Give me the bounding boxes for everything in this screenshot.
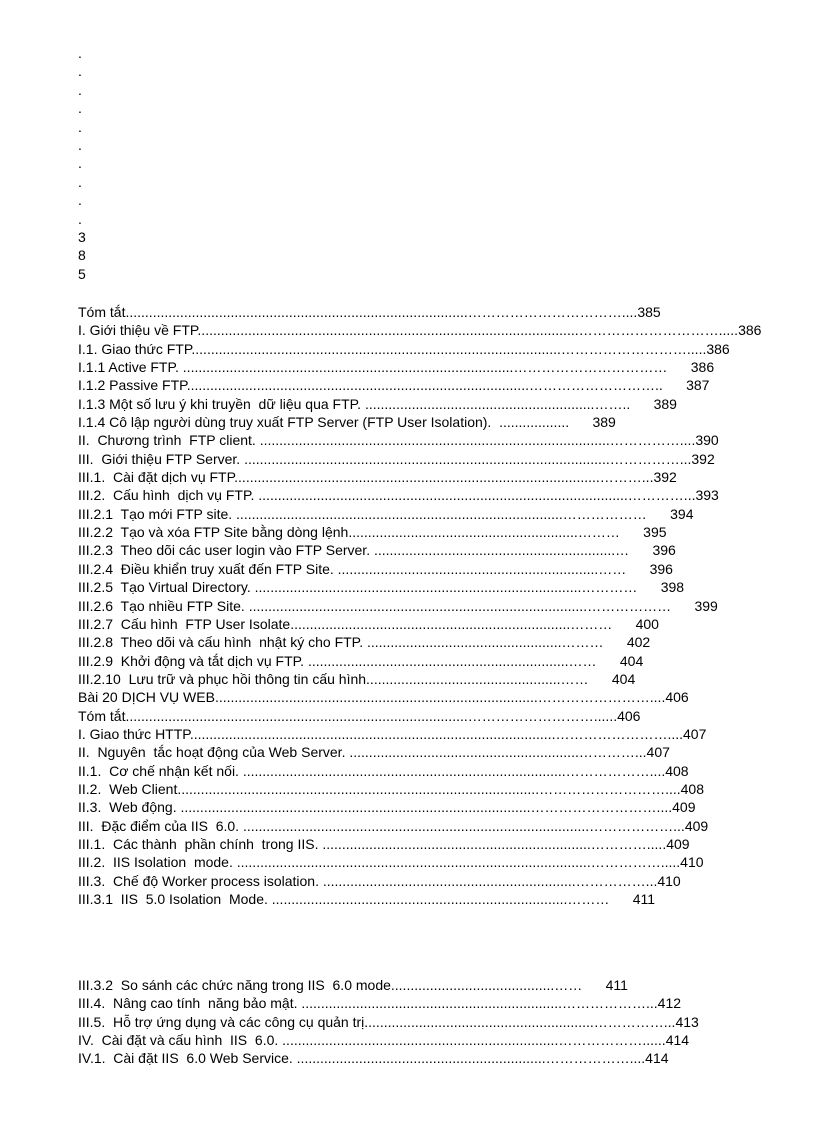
toc-entry-title: II.3. Web động.	[78, 799, 181, 816]
toc-entry	[78, 725, 768, 743]
margin-mark: 3	[78, 228, 86, 245]
toc-entry-leader: ........................................................................................………………………..	[186, 377, 687, 394]
toc-entry-title: III.3.1 IIS 5.0 Isolation Mode.	[78, 891, 272, 907]
toc-entry-title: III.2.1 Tạo mới FTP site.	[78, 505, 237, 522]
toc-entry-title: III.5. Hỗ trợ ứng dụng và các công cụ quản trị	[78, 1013, 365, 1030]
toc-entry-title: III.1. Các thành phần chính trong IIS.	[78, 835, 323, 852]
toc-entry-title: III.2.7 Cấu hình FTP User Isolate	[78, 615, 291, 632]
toc-entry-page: 392	[691, 450, 715, 467]
toc-entry-leader: ...................................................................................………………....	[242, 762, 666, 779]
toc-entry-page: 411	[632, 891, 656, 907]
toc-entry	[78, 817, 768, 835]
toc-entry	[78, 688, 768, 706]
toc-entry-page: 386	[706, 340, 730, 357]
toc-entry-page: 385	[637, 304, 661, 320]
toc-entry	[78, 1031, 768, 1049]
toc-entry-leader: ...............................................................................................…………...	[258, 487, 696, 504]
toc-entry	[78, 976, 768, 994]
toc-entry-leader: .............................................................................................………………………....	[177, 780, 681, 797]
toc-entry-page: 395	[643, 524, 667, 541]
margin-mark: .	[78, 210, 82, 227]
toc-entry-leader: ...................................................................……	[337, 560, 650, 577]
toc-entry	[78, 450, 768, 468]
toc-entry-leader: ..............................................................................................……………………....	[189, 725, 684, 742]
toc-entry-page: 396	[652, 542, 676, 559]
toc-entry	[78, 670, 768, 688]
toc-entry-page: 399	[694, 597, 718, 614]
toc-entry-page: 386	[738, 322, 762, 339]
toc-entry-page: 414	[645, 1050, 669, 1067]
toc-entry	[78, 1013, 768, 1031]
toc-entry	[78, 376, 768, 394]
toc-entry-title: III.2.6 Tạo nhiều FTP Site.	[78, 597, 249, 614]
toc-entry-leader: ...........................................................................................…………….....	[236, 854, 681, 871]
toc-entry-leader: ....................................................................................…………	[254, 579, 661, 596]
toc-entry-page: 407	[646, 744, 670, 761]
toc-entry	[78, 633, 768, 651]
toc-entry-page: 393	[695, 487, 719, 504]
margin-mark: .	[78, 136, 82, 153]
toc-entry-title: III.2.8 Theo dõi và cấu hình nhật ký cho FTP.	[78, 634, 367, 651]
toc-entry-page: 386	[690, 359, 715, 376]
toc-entry-title: III.2.9 Khởi động và tắt dịch vụ FTP.	[78, 652, 308, 669]
toc-entry-leader: ..................................................……	[366, 670, 612, 687]
toc-entry-page: 407	[683, 725, 707, 742]
toc-entry-page: 390	[695, 432, 719, 449]
toc-entry-leader: .....................................................................................……………………………	[182, 359, 691, 376]
toc-entry-leader: ............................................................................………	[271, 891, 633, 907]
toc-entry	[78, 340, 768, 358]
toc-entry-title: Tóm tắt	[78, 707, 126, 724]
table-of-contents-continued	[78, 976, 768, 1068]
toc-entry-page: 409	[684, 817, 709, 834]
margin-mark: 5	[78, 265, 86, 282]
toc-entry-leader: ...........................................................………	[348, 524, 644, 541]
toc-entry-page: 408	[665, 762, 689, 779]
toc-entry-page: 406	[617, 707, 641, 724]
toc-entry-leader: ..............................................................…	[373, 542, 653, 559]
toc-entry	[78, 762, 768, 780]
toc-entry-title: III.1. Cài đặt dịch vụ FTP	[78, 469, 235, 486]
toc-entry-leader: ..............................................................................................………...	[234, 469, 654, 486]
toc-entry	[78, 615, 768, 633]
toc-entry-title: II.2. Web Client	[78, 780, 178, 797]
toc-entry-page: 392	[653, 469, 677, 486]
toc-entry-title: III.2.3 Theo dõi các user login vào FTP Server.	[78, 542, 374, 559]
margin-mark: .	[78, 45, 82, 61]
toc-entry-title: I.1.2 Passive FTP	[78, 377, 187, 394]
toc-entry-page: 400	[635, 615, 659, 632]
toc-entry	[78, 358, 768, 376]
toc-entry-leader: ...........................................................…………...	[349, 744, 647, 761]
toc-entry-title: IV. Cài đặt và cấu hình IIS 6.0.	[78, 1032, 283, 1049]
toc-entry-title: I.1.3 Một số lưu ý khi truyền dữ liệu qua FTP.	[78, 395, 365, 412]
toc-entry	[78, 468, 768, 486]
toc-entry-leader: .....................................................................………….....	[322, 835, 667, 852]
toc-entry	[78, 541, 768, 559]
toc-entry-page: 398	[660, 579, 685, 596]
toc-entry-title: II. Nguyên tắc hoạt động của Web Server.	[78, 744, 350, 761]
toc-entry-leader: ...................................................................................……………………....	[214, 689, 666, 706]
toc-entry-title: I. Giới thiệu về FTP	[78, 322, 198, 339]
toc-entry	[78, 1049, 768, 1067]
toc-entry-leader: .................................................................……………...	[322, 872, 658, 889]
toc-entry-leader: ..................	[499, 414, 593, 431]
toc-entry-page: 404	[611, 670, 636, 687]
toc-entry-leader: .......................................................................................………………	[248, 597, 695, 614]
toc-entry-title: I. Giao thức HTTP	[78, 725, 190, 742]
toc-entry-page: 410	[657, 872, 681, 889]
toc-entry-title: III.2.4 Điều khiển truy xuất đến FTP Site.	[78, 560, 338, 577]
margin-mark: .	[78, 118, 82, 135]
toc-entry	[78, 890, 768, 908]
toc-entry-page: 413	[675, 1013, 699, 1030]
toc-entry	[78, 872, 768, 890]
toc-entry-title: III.2. Cấu hình dịch vụ FTP.	[78, 487, 259, 504]
toc-entry	[78, 707, 768, 725]
toc-entry-title: III.3. Chế độ Worker process isolation.	[78, 872, 323, 889]
toc-entry-page: 389	[592, 414, 616, 431]
toc-entry-leader: ...........................................................……..	[364, 395, 654, 412]
toc-entry-leader: ...............................................................................................……………………….....	[191, 340, 707, 357]
toc-entry-title: III.2.5 Tạo Virtual Directory.	[78, 579, 255, 596]
toc-entry-page: 409	[666, 835, 690, 852]
toc-entry-title: II. Chương trình FTP client.	[78, 432, 260, 449]
margin-mark: .	[78, 173, 82, 190]
toc-entry	[78, 505, 768, 523]
toc-entry	[78, 523, 768, 541]
toc-entry-title: Bài 20 DỊCH VỤ WEB	[78, 689, 215, 706]
toc-entry-leader: ..............................................................................................……………...	[244, 450, 692, 467]
toc-entry-title: III.2. IIS Isolation mode.	[78, 854, 237, 871]
toc-entry-page: 402	[626, 634, 651, 651]
toc-entry-leader: .......................................................................………………......	[282, 1032, 666, 1049]
toc-entry	[78, 597, 768, 615]
toc-entry	[78, 743, 768, 761]
toc-entry-page: 404	[619, 652, 644, 669]
toc-entry	[78, 780, 768, 798]
toc-entry-page: 396	[649, 560, 673, 577]
toc-entry-title: I.1.4 Cô lập người dùng truy xuất FTP Server (FTP User Isolation).	[78, 414, 500, 431]
toc-entry-leader: ....................................................................................………………	[236, 505, 671, 522]
toc-entry	[78, 431, 768, 449]
toc-entry-title: IV.1. Cài đặt IIS 6.0 Web Service.	[78, 1050, 297, 1067]
margin-mark: .	[78, 100, 82, 117]
toc-entry	[78, 321, 768, 339]
toc-entry	[78, 395, 768, 413]
toc-entry-page: 406	[665, 689, 689, 706]
toc-entry-leader: ..................................................………	[367, 634, 627, 651]
toc-entry-leader: ........................................................................................……………………………....	[125, 304, 638, 320]
toc-entry-page: 408	[680, 780, 704, 797]
margin-mark: .	[78, 63, 82, 80]
toc-entry-title: III.3.2 So sánh các chức năng trong IIS 6.0 mode	[78, 977, 391, 993]
page-number-marks	[78, 44, 86, 283]
toc-entry-page: 414	[665, 1032, 690, 1049]
toc-entry	[78, 560, 768, 578]
toc-entry-page: 412	[657, 995, 682, 1012]
toc-entry	[78, 798, 768, 816]
toc-entry	[78, 835, 768, 853]
toc-entry-leader: ........................................................................………	[290, 615, 636, 632]
toc-entry-title: III. Đặc điểm của IIS 6.0.	[78, 817, 243, 834]
toc-entry-leader: ...........................................................……………...	[364, 1013, 676, 1030]
toc-entry	[78, 413, 768, 431]
toc-entry	[78, 578, 768, 596]
toc-entry	[78, 994, 768, 1012]
toc-entry	[78, 303, 768, 321]
table-of-contents	[78, 303, 768, 908]
toc-entry-page: 394	[670, 505, 694, 522]
toc-entry-leader: ...................................................................……	[307, 652, 620, 669]
toc-entry-leader: ........................................................................................………………………......	[125, 707, 618, 724]
toc-entry-title: III.2.10 Lưu trữ và phục hồi thông tin cấu hình	[78, 670, 367, 687]
toc-entry-title: III.2.2 Tạo và xóa FTP Site bằng dòng lệnh	[78, 524, 349, 541]
toc-entry	[78, 853, 768, 871]
toc-entry	[78, 652, 768, 670]
toc-entry-page: 410	[680, 854, 704, 871]
toc-entry-leader: ..................................................................................................………………………….....	[197, 322, 739, 339]
toc-entry-title: III.4. Nâng cao tính năng bảo mật.	[78, 995, 302, 1012]
margin-mark: .	[78, 155, 82, 172]
toc-entry-title: I.1.1 Active FTP.	[78, 359, 183, 376]
toc-entry-leader: ................................................................………………....	[296, 1050, 646, 1067]
toc-entry-title: III. Giới thiệu FTP Server.	[78, 450, 245, 467]
toc-entry-page: 387	[686, 377, 710, 394]
margin-mark: .	[78, 192, 82, 209]
margin-mark: .	[78, 81, 82, 98]
toc-entry-leader: ..........................................................................................……………....	[259, 432, 696, 449]
toc-entry-page: 409	[672, 799, 696, 816]
toc-entry	[78, 486, 768, 504]
toc-entry-title: II.1. Cơ chế nhận kết nối.	[78, 762, 243, 779]
toc-entry-title: I.1. Giao thức FTP	[78, 340, 192, 357]
toc-entry-leader: ..........................................……	[390, 977, 606, 993]
toc-entry-leader: ...................................................................………………...	[301, 995, 658, 1012]
toc-entry-title: Tóm tắt	[78, 304, 126, 320]
toc-entry-page: 389	[653, 395, 677, 412]
toc-entry-page: 411	[605, 977, 628, 993]
margin-mark: 8	[78, 247, 86, 264]
toc-entry-leader: ..........................................................................................………………………....	[180, 799, 673, 816]
toc-entry-leader: .........................................................................................………………...	[242, 817, 685, 834]
